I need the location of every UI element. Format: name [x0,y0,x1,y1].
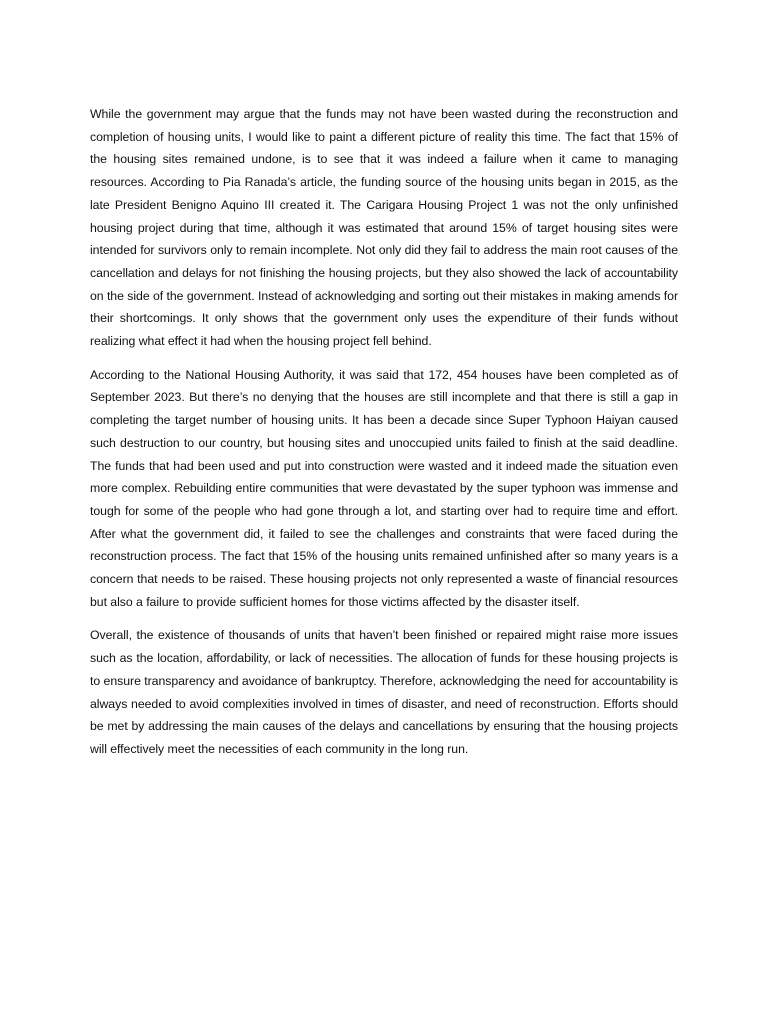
paragraph-1: While the government may argue that the funds may not have been wasted during the reconstruction and completion of housing units, I would like to paint a different picture of reality this time. The fact that 15% of the housing sites remained undone, is to see that it was indeed a failure when it came to managing resources. According to Pia Ranada’s article, the funding source of the housing units began in 2015, as the late President Benigno Aquino III created it. The Carigara Housing Project 1 was not the only unfinished housing project during that time, although it was estimated that around 15% of target housing sites were intended for survivors only to remain incomplete. Not only did they fail to address the main root causes of the cancellation and delays for not finishing the housing projects, but they also showed the lack of accountability on the side of the government. Instead of acknowledging and sorting out their mistakes in making amends for their shortcomings. It only shows that the government only uses the expenditure of their funds without realizing what effect it had when the housing project fell behind. [90,107,678,349]
document-body [90,103,678,772]
paragraph-2: According to the National Housing Authority, it was said that 172, 454 houses have been completed as of September 2023. But there’s no denying that the houses are still incomplete and that there is still a gap in completing the target number of housing units. It has been a decade since Super Typhoon Haiyan caused such destruction to our country, but housing sites and unoccupied units failed to finish at the said deadline. The funds that had been used and put into construction were wasted and it indeed made the situation even more complex. Rebuilding entire communities that were devastated by the super typhoon was immense and tough for some of the people who had gone through a lot, and starting over had to require time and effort. After what the government did, it failed to see the challenges and constraints that were faced during the reconstruction process. The fact that 15% of the housing units remained unfinished after so many years is a concern that needs to be raised. These housing projects not only represented a waste of financial resources but also a failure to provide sufficient homes for those victims affected by the disaster itself. [90,367,678,609]
paragraph-3: Overall, the existence of thousands of units that haven’t been finished or repaired might raise more issues such as the location, affordability, or lack of necessities. The allocation of funds for these housing projects is to ensure transparency and avoidance of bankruptcy. Therefore, acknowledging the need for accountability is always needed to avoid complexities involved in times of disaster, and need of reconstruction. Efforts should be met by addressing the main causes of the delays and cancellations by ensuring that the housing projects will effectively meet the necessities of each community in the long run. [90,628,678,756]
